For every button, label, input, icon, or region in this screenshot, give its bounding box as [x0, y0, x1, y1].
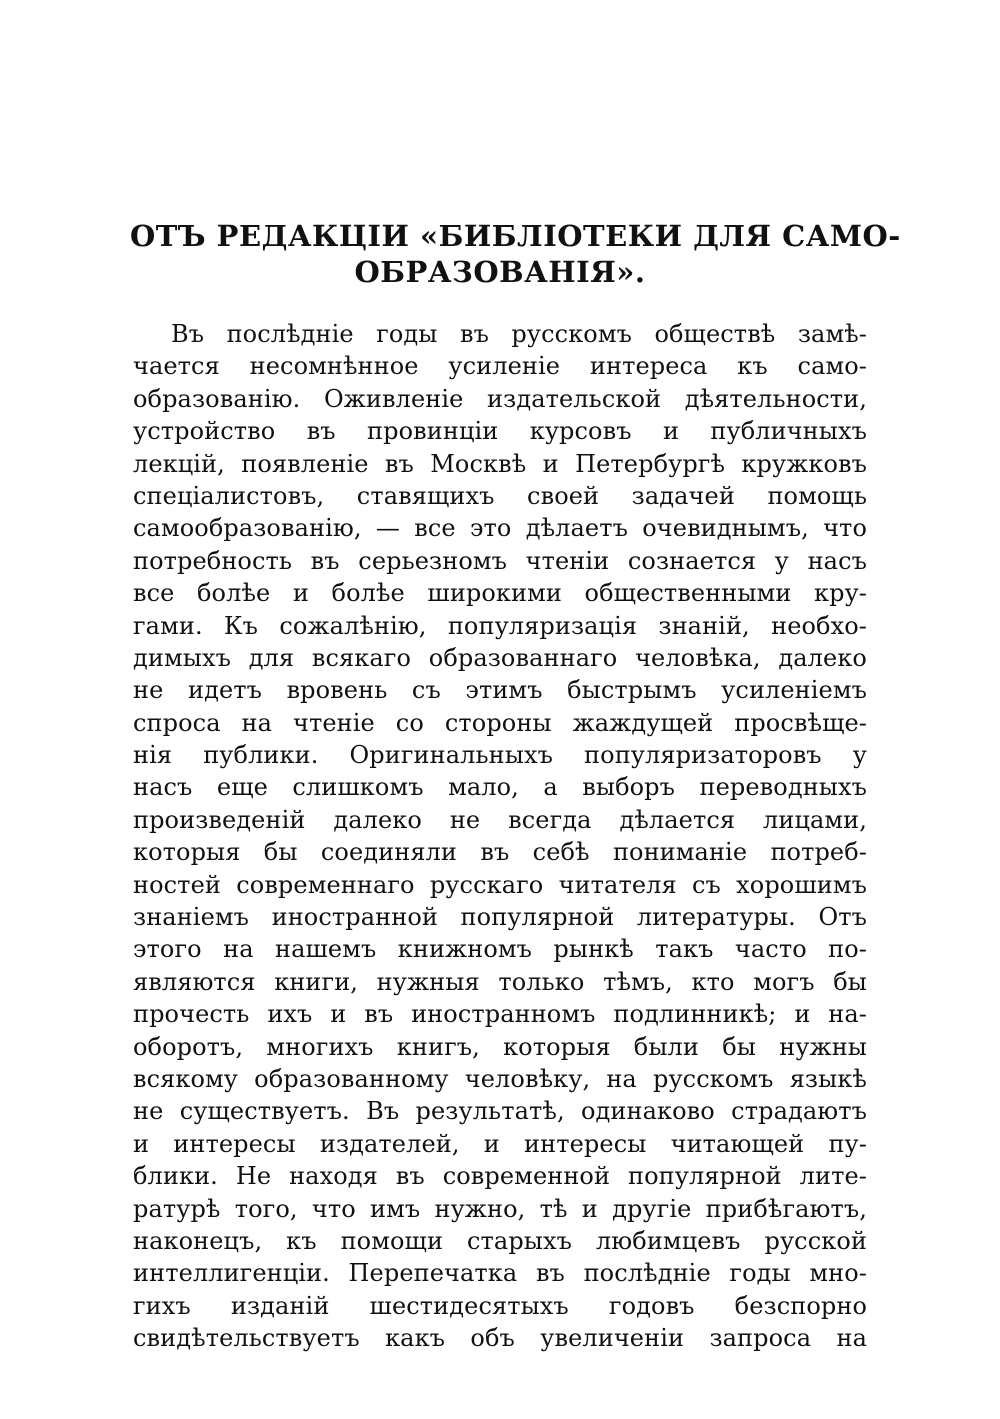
text-line: не идетъ вровень съ этимъ быстрымъ усиленiемъ [133, 676, 867, 705]
text-line: все болѣе и болѣе широкими общественными кру- [133, 579, 867, 608]
text-line: димыхъ для всякаго образованнаго человѣка, далеко [133, 643, 867, 672]
text-line: знанiемъ иностранной популярной литературы. Отъ [133, 903, 867, 932]
text-line: блики. Не находя въ современной популярной лите- [133, 1162, 867, 1191]
text-line: спроса на чтенiе со стороны жаждущей просвѣще- [133, 708, 867, 737]
text-line: потребность въ серьезномъ чтенiи сознается у насъ [133, 546, 867, 575]
text-line: насъ еще слишкомъ мало, а выборъ переводныхъ [133, 773, 867, 802]
text-line: являются книги, нужныя только тѣмъ, кто могъ бы [133, 967, 867, 996]
text-line: образованiю. Оживленiе издательской дѣятельности, [133, 384, 867, 413]
text-line: Въ послѣднiе годы въ русскомъ обществѣ замѣ- [171, 320, 867, 348]
text-line: не существуетъ. Въ результатѣ, одинаково страдаютъ [133, 1097, 867, 1126]
body-paragraph [133, 318, 867, 1355]
text-line: свидѣтельствуетъ какъ объ увеличенiи запроса на [133, 1324, 867, 1353]
text-line: и интересы издателей, и интересы читающей пу- [133, 1129, 867, 1158]
text-line: гами. Къ сожалѣнiю, популяризацiя знанiй, необхо- [133, 611, 867, 640]
text-line: нiя публики. Оригинальныхъ популяризаторовъ у [133, 741, 867, 770]
text-line: гихъ изданiй шестидесятыхъ годовъ безспорно [133, 1291, 867, 1320]
text-line: произведенiй далеко не всегда дѣлается лицами, [133, 805, 867, 834]
text-line: прочесть ихъ и въ иностранномъ подлинникѣ; и на- [133, 1000, 867, 1029]
text-line: которыя бы соединяли въ себѣ пониманiе потреб- [133, 838, 867, 867]
text-line: чается несомнѣнное усиленiе интереса къ само- [133, 352, 867, 381]
heading-line: ОТЪ РЕДАКЦIИ «БИБЛIОТЕКИ ДЛЯ САМО- [130, 219, 901, 253]
text-line: ратурѣ того, что имъ нужно, тѣ и другiе прибѣгаютъ, [133, 1194, 867, 1223]
text-line: всякому образованному человѣку, на русскомъ языкѣ [133, 1064, 867, 1093]
text-line: спецiалистовъ, ставящихъ своей задачей помощь [133, 481, 867, 510]
text-line: устройство въ провинцiи курсовъ и публичныхъ [133, 417, 867, 446]
text-line: лекцiй, появленiе въ Москвѣ и Петербургѣ кружковъ [133, 449, 867, 478]
heading-line: ОБРАЗОВАНIЯ». [354, 255, 646, 289]
text-line: оборотъ, многихъ книгъ, которыя были бы нужны [133, 1032, 867, 1061]
page-heading [130, 218, 901, 290]
text-line: ностей современнаго русскаго читателя съ хорошимъ [133, 870, 867, 899]
text-line: интеллигенцiи. Перепечатка въ послѣднiе годы мно- [133, 1259, 867, 1288]
text-line: этого на нашемъ книжномъ рынкѣ такъ часто по- [133, 935, 867, 964]
text-line: самообразованiю, — все это дѣлаетъ очевиднымъ, что [133, 514, 867, 543]
text-line: наконецъ, къ помощи старыхъ любимцевъ русской [133, 1226, 867, 1255]
